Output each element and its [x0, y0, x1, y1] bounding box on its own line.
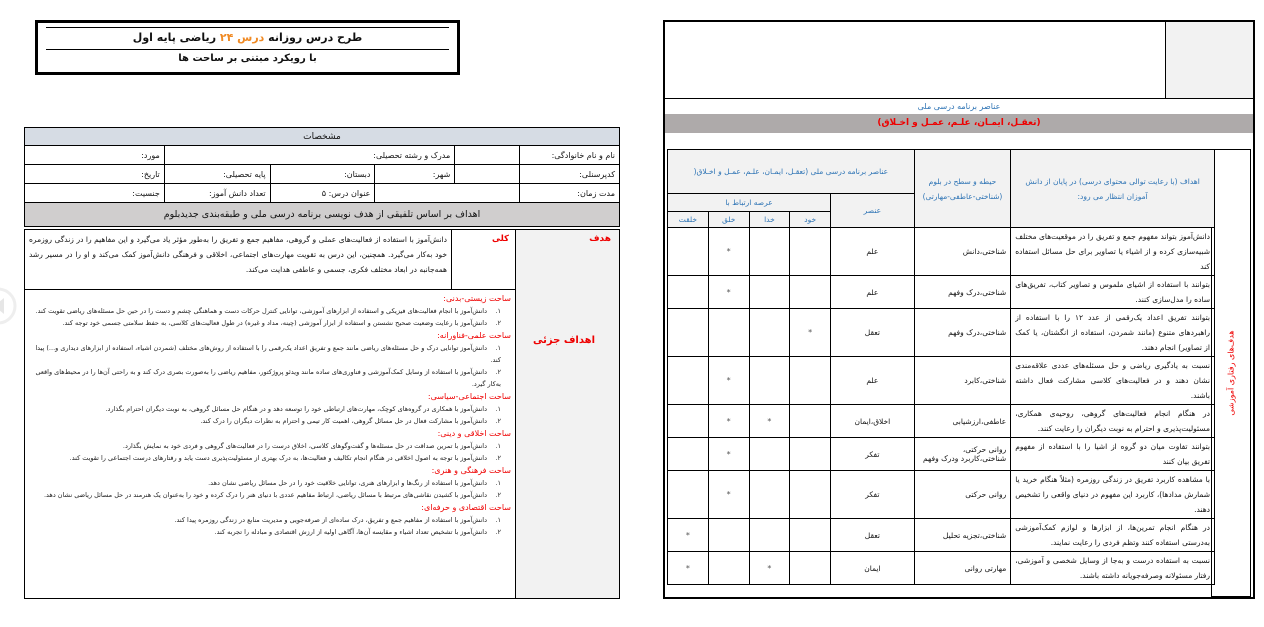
teacher-code-field[interactable]: کدپرسنلی: [520, 165, 620, 184]
objective-goal: بتوانند تفاوت میان دو گروه از اشیا را با استفاده از مفهوم تفریق بیان کنند [1011, 438, 1215, 471]
relation-creation-mark [668, 471, 709, 519]
goal-area-title: ساحت اقتصادی و حرفه‌ای: [421, 503, 511, 512]
relation-self-mark [790, 552, 831, 585]
objective-goal: نسبت به استفاده درست و به‌جا از وسایل شخصی و آموزشی، رفتار مسئولانه وصرفه‌جویانه داشته باشند. [1011, 552, 1215, 585]
col-goals: اهداف (با رعایت توالی محتوای درسی) در پایان از دانش آموزان انتظار می رود: [1011, 150, 1215, 228]
relation-god-mark [749, 471, 790, 519]
goal-item-text: دانش‌آموز با توجه به اصول اخلاقی در هنگام انجام تکالیف و فعالیت‌ها، به درک بهتری از مسئولیت‌پذیری دست یابد و رفتارهای درست اجتماعی را تقویت کند. [69, 454, 487, 462]
objective-element: علم [831, 228, 915, 276]
behavioral-goals-side-cell [1211, 149, 1251, 597]
duration-field[interactable]: مدت زمان: [520, 184, 620, 203]
objective-row [668, 405, 1215, 438]
objective-bloom-level: شناختی،دانش [914, 228, 1011, 276]
goal-item-text: دانش‌آموز با استفاده از وسایل کمک‌آموزشی و فناوری‌های ساده مانند ویدئو پروژکتور، مفاهیم ریاضی را به‌صورت بصری درک کند و به راحتی آن‌ها را در محیط‌های واقعی به‌کار گیرد. [35, 368, 501, 388]
top-empty-row [665, 22, 1253, 99]
goal-item-text: دانش‌آموز با تشخیص تعداد اشیاء و مقایسه آن‌ها، آگاهی اولیه از ارزش اقتصادی و مبادله را تجربه کند. [214, 528, 487, 536]
goal-item-text: دانش‌آموز با مشارکت فعال در حل مسائل گروهی، اهمیت کار تیمی و احترام به نظرات دیگران را درک کند. [200, 417, 487, 425]
goal-item [29, 526, 511, 538]
goal-area-title: ساحت زیستی-بدنی: [443, 294, 511, 303]
general-goal-text: دانش‌آموز با استفاده از فعالیت‌های عملی و گروهی، مفاهیم جمع و تفریق را به‌طور مؤثر یاد می‌گیرد و این مفاهیم را در زندگی روزمره خود به‌کار می‌گیرد. همچنین، این درس به تقویت مهارت‌های اجتماعی، اخلاقی و فرهنگی دانش‌آموز کمک می‌کند و او را در مسیر رشد همه‌جانبه در ابعاد مختلف فکری، جسمی و عاطفی هدایت می‌کند. [29, 235, 447, 274]
objective-bloom-level: روانی حرکتی [914, 471, 1011, 519]
relation-people-mark: * [708, 276, 749, 309]
objective-element: علم [831, 276, 915, 309]
relation-people-mark [708, 309, 749, 357]
goal-item-number: ۱. [495, 405, 501, 413]
relation-people-mark: * [708, 228, 749, 276]
objective-goal: نسبت به یادگیری ریاضی و حل مسئله‌های عددی علاقه‌مندی نشان دهند و در فعالیت‌های کلاسی مشارکت فعال داشته باشند. [1011, 357, 1215, 405]
goal-item-text: دانش‌آموز با همکاری در گروه‌های کوچک، مهارت‌های ارتباطی خود را توسعه دهد و در هنگام حل مسائل گروهی، به نوبت دیگران احترام بگذارد. [105, 405, 487, 413]
objectives-page [663, 20, 1255, 599]
goal-item [29, 403, 511, 415]
objective-element: تعقل [831, 309, 915, 357]
objective-goal: در هنگام انجام فعالیت‌های گروهی، روحیه‌ی همکاری، مسئولیت‌پذیری و احترام به نوبت دیگران را رعایت کنند. [1011, 405, 1215, 438]
goal-item [29, 489, 511, 501]
objective-row [668, 309, 1215, 357]
goal-item-text: دانش‌آموز با تمرین صداقت در حل مسئله‌ها و گفت‌وگوهای کلاسی، اخلاق درست را در فعالیت‌های گروهی و فردی خود به نمایش بگذارد. [122, 442, 487, 450]
lesson-title-field[interactable]: عنوان درس: ۵ [270, 184, 375, 203]
relation-god-mark [749, 438, 790, 471]
goals-header: اهداف بر اساس تلفیقی از هدف نویسی برنامه درسی ملی و طبقه‌بندی جدیدبلوم [25, 203, 620, 227]
relation-god-mark: * [749, 552, 790, 585]
goal-item-number: ۱. [495, 442, 501, 450]
goal-area-title: ساحت اخلاقی و دینی: [437, 429, 511, 438]
objective-row [668, 471, 1215, 519]
objective-row [668, 438, 1215, 471]
objective-element: اخلاق،ایمان [831, 405, 915, 438]
objective-row [668, 357, 1215, 405]
title-lesson-number: درس ۲۴ [219, 31, 265, 44]
goal-item [29, 366, 511, 390]
relation-people-mark: * [708, 471, 749, 519]
objective-goal: در هنگام انجام تمرین‌ها، از ابزارها و لوازم کمک‌آموزشی به‌درستی استفاده کنند وتظم فردی را رعایت نمایند. [1011, 519, 1215, 552]
relation-creation-mark [668, 357, 709, 405]
objective-element: تفکر [831, 438, 915, 471]
goal-item-number: ۲. [495, 454, 501, 462]
specifications-table [24, 127, 620, 227]
relation-people-mark: * [708, 405, 749, 438]
objective-bloom-level: شناختی،تجزیه تحلیل [914, 519, 1011, 552]
goal-item-text: دانش‌آموز توانایی درک و حل مسئله‌های ریاضی مانند جمع و تفریق اعداد یک‌رقمی را با استفاده از روش‌های مختلف (شمردن اشیاء، استفاده از ابزارهای دیداری و...) پیدا کند. [35, 344, 501, 364]
previous-page-arrow-icon[interactable] [0, 286, 20, 326]
school-field[interactable]: دبستان: [270, 165, 375, 184]
relation-self-mark [790, 438, 831, 471]
goal-item [29, 305, 511, 317]
objective-element: ایمان [831, 552, 915, 585]
col-relation: عرصه ارتباط با [668, 194, 831, 212]
degree-field[interactable]: مدرک و رشته تحصیلی: [164, 146, 455, 165]
goal-item [29, 514, 511, 526]
relation-creation-mark: * [668, 552, 709, 585]
relation-god-mark [749, 309, 790, 357]
goal-label: هدف [589, 234, 611, 244]
goals-section [24, 229, 620, 599]
goal-item-text: دانش‌آموز با کشیدن نقاشی‌های مرتبط با مسائل ریاضی، ارتباط مفاهیم عددی با دنیای هنر را درک کرده و خود را به‌عنوان یک هنرمند در حل مسائل ریاضی نشان دهد. [43, 491, 487, 499]
goal-item [29, 452, 511, 464]
goal-item [29, 415, 511, 427]
goal-item [29, 342, 511, 366]
col-creation: خلقت [668, 212, 709, 228]
behavioral-goals-label: هدف‌های رفتاری آموزشی [1226, 330, 1236, 416]
title-prefix: طرح درس روزانه [268, 31, 363, 44]
goal-item-number: ۱. [495, 344, 501, 352]
col-bloom: حیطه و سطح در بلوم (شناختی-عاطفی-مهارتی) [914, 150, 1011, 228]
lesson-plan-title-box [35, 20, 460, 75]
duration-value[interactable] [375, 184, 520, 203]
objective-row [668, 519, 1215, 552]
goals-label-column [515, 230, 619, 598]
objective-element: تعقل [831, 519, 915, 552]
goal-item-number: ۱. [495, 516, 501, 524]
date-field[interactable]: تاریخ: [25, 165, 165, 184]
goal-item-number: ۲. [495, 319, 501, 327]
elements-band: (تعقـل، ایمـان، علـم، عمـل و اخـلاق) [665, 114, 1253, 133]
partial-goals-label: اهداف جزئی [533, 335, 595, 346]
relation-self-mark [790, 519, 831, 552]
relation-people-mark [708, 519, 749, 552]
relation-god-mark [749, 228, 790, 276]
objective-goal: دانش‌آموز بتواند مفهوم جمع و تفریق را در موقعیت‌های مختلف شبیه‌سازی کرده و از اشیاء یا تصاویر برای حل مسائل استفاده کند [1011, 228, 1215, 276]
lesson-plan-title [38, 31, 457, 44]
name-field[interactable]: نام و نام خانوادگی: [520, 146, 620, 165]
relation-creation-mark: * [668, 519, 709, 552]
objective-bloom-level: عاطفی،ارزشیابی [914, 405, 1011, 438]
relation-god-mark [749, 357, 790, 405]
objective-goal: با مشاهده کاربرد تفریق در زندگی روزمره (مثلاً هنگام خرید یا شمارش مدادها)، کاربرد این مفهوم در دنیای واقعی را تشخیص دهند. [1011, 471, 1215, 519]
general-goal-label: کلی [451, 230, 515, 289]
col-self: خود [790, 212, 831, 228]
name-value[interactable] [455, 146, 520, 165]
relation-god-mark: * [749, 405, 790, 438]
goal-item-number: ۲. [495, 368, 501, 376]
students-count-field[interactable]: تعداد دانش آموز: [164, 184, 270, 203]
relation-creation-mark [668, 309, 709, 357]
relation-creation-mark [668, 438, 709, 471]
objective-row [668, 552, 1215, 585]
goal-item-number: ۲. [495, 491, 501, 499]
goal-item [29, 440, 511, 452]
goal-area-title: ساحت علمی-فناورانه: [437, 331, 511, 340]
top-gray-cell [1165, 22, 1253, 98]
objective-row [668, 228, 1215, 276]
objective-goal: بتوانند با استفاده از اشیای ملموس و تصاویر کتاب، تفریق‌های ساده را مدل‌سازی کنند. [1011, 276, 1215, 309]
grade-field[interactable]: پایه تحصیلی: [164, 165, 270, 184]
relation-people-mark: * [708, 438, 749, 471]
general-goal-row [25, 230, 515, 290]
relation-creation-mark [668, 405, 709, 438]
col-national-elements: عناصر برنامه درسی ملی (تعقـل، ایمـان، علـم، عمـل و اخـلاق( [668, 150, 915, 194]
relation-self-mark [790, 276, 831, 309]
col-element: عنصر [831, 194, 915, 228]
goal-item-text: دانش‌آموز با رعایت وضعیت صحیح نشستن و استفاده از ابزار آموزشی (چینه، مداد و غیره) در طول فعالیت‌های کلاسی، به حفظ سلامتی جسمی خود توجه کند. [62, 319, 487, 327]
city-field[interactable]: شهر: [375, 165, 455, 184]
objective-bloom-level: روانی حرکتی، شناختی،کاربرد ودرک وفهم [914, 438, 1011, 471]
relation-self-mark [790, 357, 831, 405]
goal-area-title: ساحت اجتماعی-سیاسی: [427, 392, 511, 401]
goal-item [29, 477, 511, 489]
elements-title: عناصر برنامه درسی ملی [917, 102, 1001, 111]
goal-item-text: دانش‌آموز با انجام فعالیت‌های فیزیکی و استفاده از ابزارهای آموزشی، توانایی کنترل حرکات دست و هماهنگی چشم و دست را در حین حل مسئله‌های ریاضی تقویت کند. [35, 307, 487, 315]
relation-self-mark [790, 228, 831, 276]
relation-creation-mark [668, 276, 709, 309]
objective-goal: بتوانند تفریق اعداد یک‌رقمی از عدد ۱۲ را با استفاده از راهبردهای متنوع (مانند شمردن، استفاده از انگشتان، یا کمک از تصاویر) انجام دهند. [1011, 309, 1215, 357]
objective-bloom-level: مهارتی روانی [914, 552, 1011, 585]
goal-item-number: ۲. [495, 528, 501, 536]
relation-self-mark [790, 471, 831, 519]
col-people: خلق [708, 212, 749, 228]
relation-people-mark [708, 552, 749, 585]
relation-self-mark [790, 405, 831, 438]
title-subject: ریاضی پایه اول [132, 31, 217, 44]
goal-item-number: ۱. [495, 479, 501, 487]
goal-item-text: دانش‌آموز با استفاده از مفاهیم جمع و تفریق، درک ساده‌ای از صرفه‌جویی و مدیریت منابع در زندگی روزمره پیدا کند. [174, 516, 487, 524]
objective-row [668, 276, 1215, 309]
goal-item [29, 317, 511, 329]
spec-header: مشخصات [25, 128, 620, 146]
objective-bloom-level: شناختی،درک وفهم [914, 309, 1011, 357]
partial-goals-list [25, 292, 515, 538]
objective-bloom-level: شناختی،درک وفهم [914, 276, 1011, 309]
lesson-plan-subtitle: با رویکرد مبتنی بر ساحت ها [178, 53, 317, 64]
goal-item-number: ۱. [495, 307, 501, 315]
relation-god-mark [749, 276, 790, 309]
teacher-code-value[interactable] [455, 165, 520, 184]
goal-item-text: دانش‌آموز با استفاده از رنگ‌ها و ابزارهای هنری، توانایی خلاقیت خود را در حل مسائل ریاضی نشان دهد. [208, 479, 487, 487]
relation-people-mark: * [708, 357, 749, 405]
objective-bloom-level: شناختی،کابرد [914, 357, 1011, 405]
col-god: خدا [749, 212, 790, 228]
objective-element: علم [831, 357, 915, 405]
case-field[interactable]: مورد: [25, 146, 165, 165]
objective-element: تفکر [831, 471, 915, 519]
relation-self-mark: * [790, 309, 831, 357]
gender-field[interactable]: جنسیت: [25, 184, 165, 203]
goal-item-number: ۲. [495, 417, 501, 425]
relation-god-mark [749, 519, 790, 552]
goal-area-title: ساحت فرهنگی و هنری: [431, 466, 511, 475]
objectives-table [667, 149, 1215, 585]
relation-creation-mark [668, 228, 709, 276]
